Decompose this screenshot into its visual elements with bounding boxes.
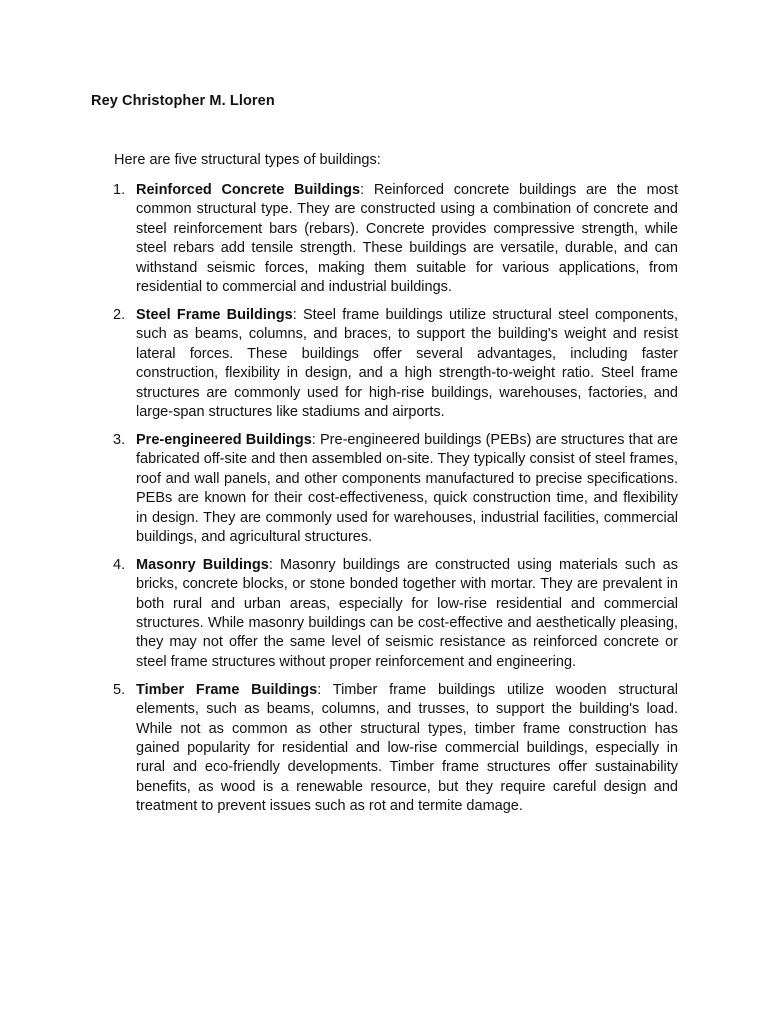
list-item-term: Pre-engineered Buildings xyxy=(136,431,312,448)
list-item-separator: : xyxy=(292,306,303,323)
list-item-term: Reinforced Concrete Buildings xyxy=(136,182,361,198)
list-item-separator: : xyxy=(311,431,321,448)
list-item-body xyxy=(136,431,678,547)
list-item-body xyxy=(136,181,678,297)
list-item-term: Masonry Buildings xyxy=(136,556,269,573)
list-item xyxy=(0,681,768,817)
list-item-text: Timber frame buildings utilize wooden structural elements, such as beams, columns, and trusses, to support the building's load. While not as common as other structural types, timber frame construction has gained popularity for residential and low-rise commercial buildings, especially in rural and eco-friendly developments. Timber frame structures offer sustainability benefits, as wood is a renewable resource, but they require careful design and treatment to prevent issues such as rot and termite damage. xyxy=(136,681,678,815)
list-item-text: Masonry buildings are constructed using materials such as bricks, concrete blocks, or stone bonded together with mortar. They are prevalent in both rural and urban areas, especially for low-rise residential and commercial structures. While masonry buildings can be cost-effective and aesthetically pleasing, they may not offer the same level of seismic resistance as reinforced concrete or steel frame structures without proper reinforcement and engineering. xyxy=(136,556,678,670)
list-number: 3. xyxy=(113,431,126,448)
list-item-separator: : xyxy=(317,681,333,698)
list-item xyxy=(0,306,768,422)
list-item-term: Steel Frame Buildings xyxy=(136,306,293,323)
list-number: 1. xyxy=(113,182,126,198)
list-item-term: Timber Frame Buildings xyxy=(136,681,318,698)
list-item-separator: : xyxy=(360,182,374,198)
list-item-separator: : xyxy=(268,556,280,573)
list-item xyxy=(0,181,768,297)
list-item-text: Pre-engineered buildings (PEBs) are structures that are fabricated off-site and then assembled on-site. They typically consist of steel frames, roof and wall panels, and other components manufactured to precise specifications. PEBs are known for their cost-effectiveness, quick construction time, and flexibility in design. They are commonly used for warehouses, industrial facilities, commercial buildings, and agricultural structures. xyxy=(136,431,678,545)
list-item-text: Reinforced concrete buildings are the most common structural type. They are constructed using a combination of concrete and steel reinforcement bars (rebars). Concrete provides compressive strength, while steel rebars add tensile strength. These buildings are versatile, durable, and can withstand seismic forces, making them suitable for various applications, from residential to commercial and industrial buildings. xyxy=(136,182,678,296)
list-item xyxy=(0,431,768,547)
list-number: 2. xyxy=(113,306,126,323)
list-number: 5. xyxy=(113,681,126,698)
building-types-list xyxy=(0,181,768,825)
list-item-body xyxy=(136,556,678,672)
list-item-body xyxy=(136,306,678,422)
list-item-text: Steel frame buildings utilize structural steel components, such as beams, columns, and braces, to support the building's weight and resist lateral forces. These buildings offer several advantages, including faster construction, flexibility in design, and a high strength-to-weight ratio. Steel frame structures are commonly used for high-rise buildings, warehouses, factories, and large-span structures like stadiums and airports. xyxy=(136,306,679,420)
list-item-body xyxy=(136,681,678,817)
list-number: 4. xyxy=(113,556,126,573)
list-item xyxy=(0,556,768,672)
intro-text: Here are five structural types of buildings: xyxy=(114,152,381,168)
author-name: Rey Christopher M. Lloren xyxy=(91,93,275,109)
